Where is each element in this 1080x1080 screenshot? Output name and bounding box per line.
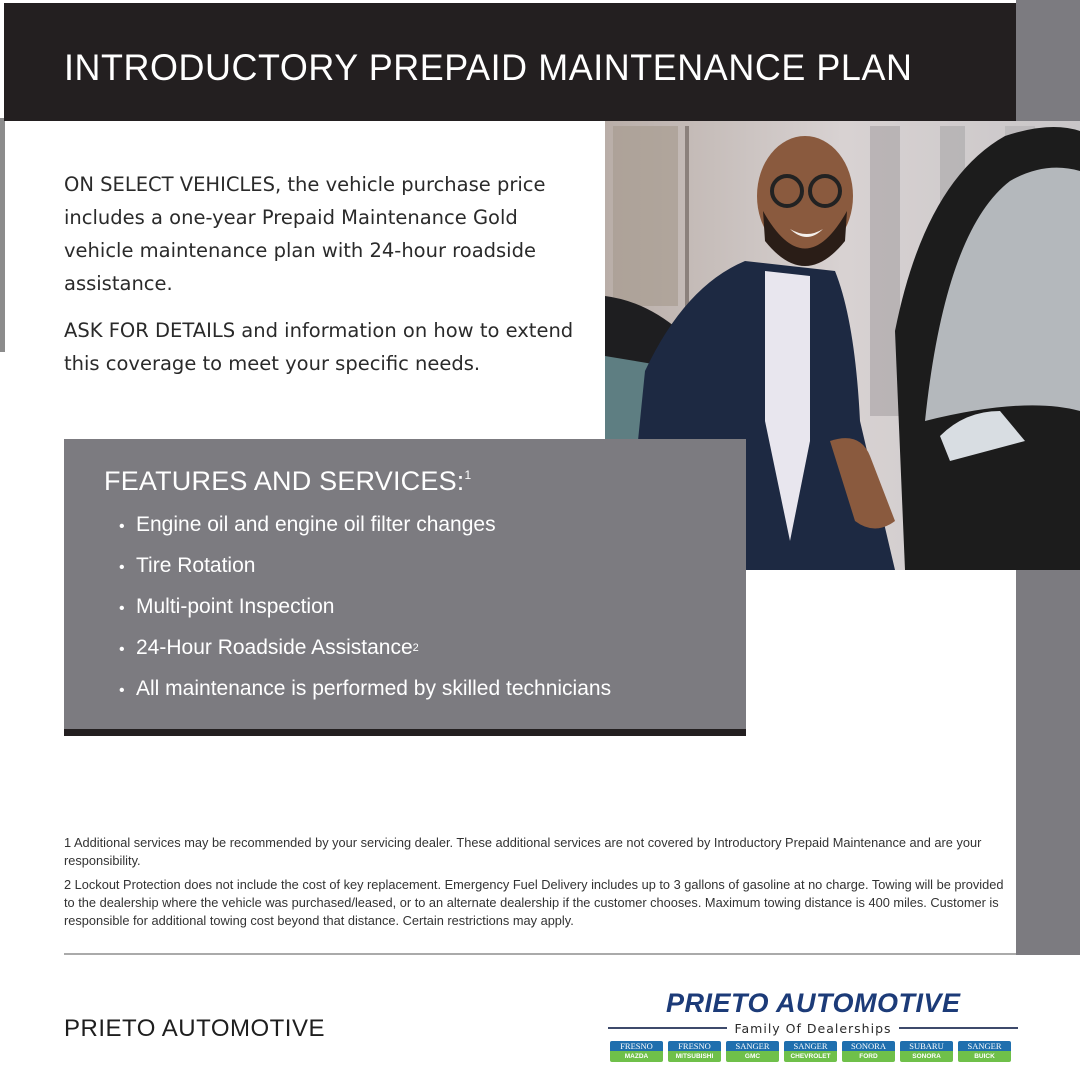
dealer-city: FRESNO	[668, 1041, 721, 1051]
dealer-city: SUBARU	[900, 1041, 953, 1051]
footnote-1: 1 Additional services may be recommended by your servicing dealer. These additional services are not covered by Introductory Prepaid Maintenance and are your responsibility.	[64, 835, 982, 868]
features-heading-text: FEATURES AND SERVICES:	[104, 466, 465, 496]
dealer-badge	[610, 1041, 663, 1062]
bullet-icon: •	[119, 518, 125, 535]
dealer-brand: MAZDA	[610, 1051, 663, 1062]
bullet-icon: •	[119, 559, 125, 576]
page-title: INTRODUCTORY PREPAID MAINTENANCE PLAN	[64, 47, 913, 88]
dealer-badge	[784, 1041, 837, 1062]
feature-label: Multi-point Inspection	[136, 595, 335, 618]
features-panel	[64, 439, 746, 729]
feature-label: 24-Hour Roadside Assistance	[136, 636, 413, 659]
dealer-city: FRESNO	[610, 1041, 663, 1051]
features-heading	[104, 466, 471, 497]
footnote-2: 2 Lockout Protection does not include the cost of key replacement. Emergency Fuel Delivery includes up to 3 gallons of gasoline at no charge. Towing will be provided to the dealership where the vehicle was purchased/leased, or to an alternate dealership if the customer chooses. Maximum towing distance is 400 miles. Customer is responsible for additional towing cost beyond that distance. Certain restrictions may apply.	[64, 877, 1004, 928]
feature-label: Tire Rotation	[136, 554, 256, 577]
bullet-icon: •	[119, 600, 125, 617]
bullet-icon: •	[119, 641, 125, 658]
bullet-icon: •	[119, 682, 125, 699]
dealer-brand: MITSUBISHI	[668, 1051, 721, 1062]
brand-name: PRIETO AUTOMOTIVE	[64, 1015, 325, 1042]
logo-rule-right	[899, 1027, 1018, 1029]
list-item	[119, 511, 611, 552]
intro-text	[64, 168, 584, 394]
intro-paragraph-2: ASK FOR DETAILS and information on how to extend this coverage to meet your specific needs.	[64, 319, 574, 375]
dealer-badge	[958, 1041, 1011, 1062]
logo-subtitle-row	[608, 1020, 1018, 1036]
dealer-brand: BUICK	[958, 1051, 1011, 1062]
dealer-badge	[668, 1041, 721, 1062]
dealer-city: SANGER	[958, 1041, 1011, 1051]
logo-rule-left	[608, 1027, 727, 1029]
dealer-brand: SONORA	[900, 1051, 953, 1062]
feature-label: All maintenance is performed by skilled technicians	[136, 677, 612, 700]
list-item	[119, 675, 611, 716]
dealer-brand: FORD	[842, 1051, 895, 1062]
dealer-badge	[900, 1041, 953, 1062]
intro-paragraph-1: ON SELECT VEHICLES, the vehicle purchase price includes a one-year Prepaid Maintenance Gold vehicle maintenance plan with 24-hour roadside assistance.	[64, 173, 546, 295]
dealer-city: SONORA	[842, 1041, 895, 1051]
logo-title: PRIETO AUTOMOTIVE	[666, 988, 961, 1018]
footnotes	[64, 834, 1004, 936]
dealer-group-logo	[608, 988, 1018, 1068]
divider	[64, 953, 1016, 955]
dealer-brand: CHEVROLET	[784, 1051, 837, 1062]
dealer-city: SANGER	[784, 1041, 837, 1051]
dealer-city: SANGER	[726, 1041, 779, 1051]
logo-subtitle: Family Of Dealerships	[734, 1020, 892, 1036]
dealer-badge	[842, 1041, 895, 1062]
features-bottom-bar	[64, 729, 746, 736]
left-accent-strip	[0, 118, 5, 352]
dealer-badges	[610, 1041, 1011, 1062]
list-item	[119, 593, 611, 634]
header-banner	[4, 3, 1016, 121]
dealer-badge	[726, 1041, 779, 1062]
list-item	[119, 634, 611, 675]
feature-label: Engine oil and engine oil filter changes	[136, 513, 496, 536]
footnote-marker: 1	[464, 468, 472, 482]
features-list	[119, 511, 611, 716]
dealer-brand: GMC	[726, 1051, 779, 1062]
footnote-marker: 2	[412, 642, 419, 654]
list-item	[119, 552, 611, 593]
